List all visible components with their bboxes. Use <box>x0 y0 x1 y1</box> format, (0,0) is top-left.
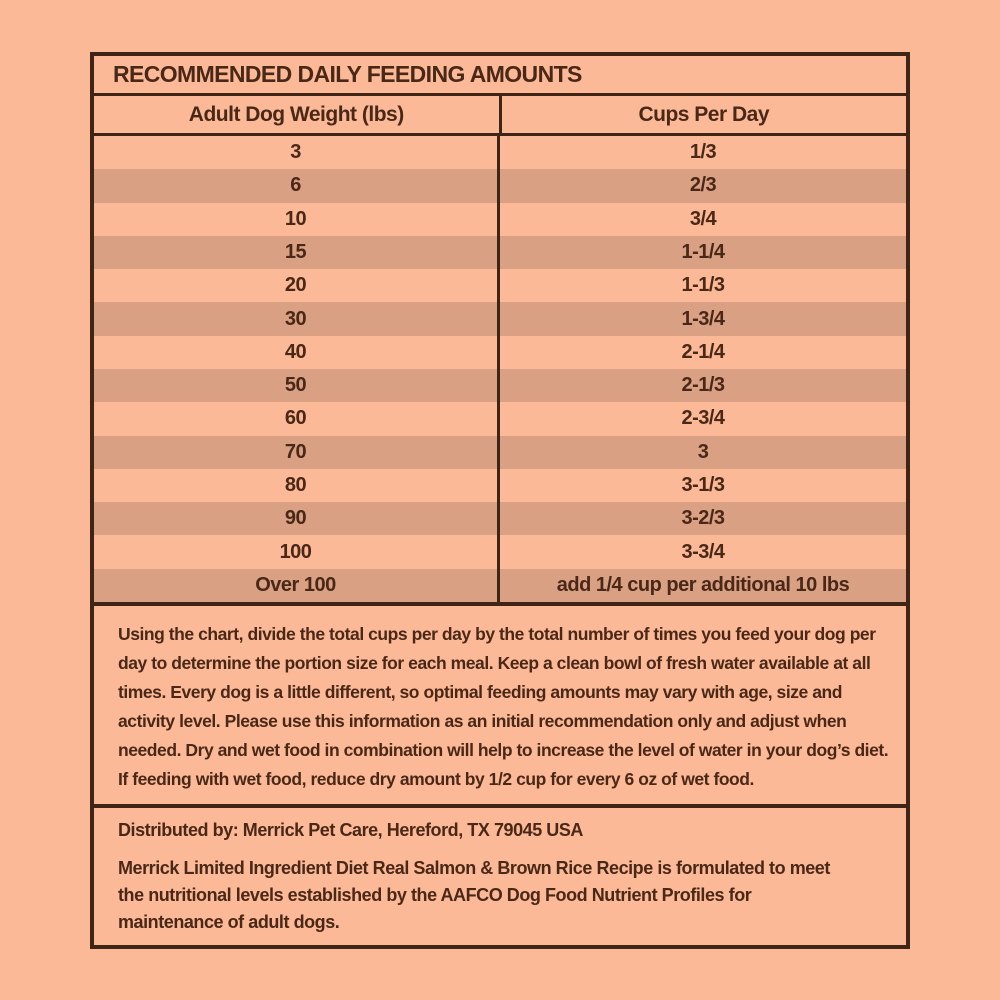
cups-cell: 3-2/3 <box>681 507 725 530</box>
weight-cell: 50 <box>94 369 500 402</box>
weight-cell: 40 <box>94 336 500 369</box>
table-row <box>94 169 906 202</box>
cups-cell: 3/4 <box>689 207 717 230</box>
cups-cell: 2/3 <box>689 174 717 197</box>
panel-title: RECOMMENDED DAILY FEEDING AMOUNTS <box>113 61 582 87</box>
weight-cell: 20 <box>94 269 500 302</box>
footer-section <box>94 808 906 945</box>
cups-cell: 1-3/4 <box>681 307 725 330</box>
cups-cell: 1/3 <box>689 141 717 164</box>
usage-notes-section <box>94 606 906 804</box>
table-row <box>94 302 906 335</box>
feeding-guide-panel <box>90 52 910 949</box>
table-row <box>94 535 906 568</box>
cups-cell: 3-3/4 <box>681 540 725 563</box>
cups-cell: 1-1/4 <box>681 240 725 263</box>
feeding-table-body <box>94 136 906 602</box>
aafco-statement-text: Merrick Limited Ingredient Diet Real Salmon & Brown Rice Recipe is formulated to meet the nutritional levels established by the AAFCO Dog Food Nutrient Profiles for maintenance of adult dogs. <box>118 858 830 932</box>
table-row <box>94 136 906 169</box>
cups-cell: 1-1/3 <box>681 274 725 297</box>
table-row <box>94 402 906 435</box>
column-header-cups: Cups Per Day <box>638 102 770 126</box>
cups-cell: 3 <box>697 440 709 463</box>
table-row <box>94 469 906 502</box>
weight-cell: 15 <box>94 236 500 269</box>
weight-cell: 90 <box>94 502 500 535</box>
panel-title-row <box>94 56 906 96</box>
weight-cell: 6 <box>94 169 500 202</box>
cups-cell: add 1/4 cup per additional 10 lbs <box>556 573 850 596</box>
distributed-by-text: Distributed by: Merrick Pet Care, Hereford, TX 79045 USA <box>118 820 583 840</box>
table-row <box>94 436 906 469</box>
column-header-weight: Adult Dog Weight (lbs) <box>94 96 502 133</box>
usage-notes-text: Using the chart, divide the total cups per day by the total number of times you feed your dog per day to determine the portion size for each meal. Keep a clean bowl of fresh water available at all times. Every dog is a little different, so optimal feeding amounts may vary with age, size and activity level. Please use this information as an initial recommendation only and adjust when needed. Dry and wet food in combination will help to increase the level of water in your dog’s diet. If feeding with wet food, reduce dry amount by 1/2 cup for every 6 oz of wet food. <box>118 624 889 789</box>
table-row <box>94 502 906 535</box>
weight-cell: 60 <box>94 402 500 435</box>
table-row <box>94 203 906 236</box>
cups-cell: 2-1/3 <box>681 374 725 397</box>
table-row <box>94 369 906 402</box>
feeding-table-header <box>94 96 906 136</box>
weight-cell: 10 <box>94 203 500 236</box>
table-row <box>94 236 906 269</box>
weight-cell: 100 <box>94 535 500 568</box>
weight-cell: 70 <box>94 436 500 469</box>
table-row <box>94 336 906 369</box>
weight-cell: 80 <box>94 469 500 502</box>
table-row <box>94 269 906 302</box>
weight-cell: 30 <box>94 302 500 335</box>
weight-cell: Over 100 <box>94 569 500 602</box>
cups-cell: 2-1/4 <box>681 340 725 363</box>
cups-cell: 3-1/3 <box>681 473 725 496</box>
weight-cell: 3 <box>94 136 500 169</box>
cups-cell: 2-3/4 <box>681 407 725 430</box>
table-row <box>94 569 906 602</box>
